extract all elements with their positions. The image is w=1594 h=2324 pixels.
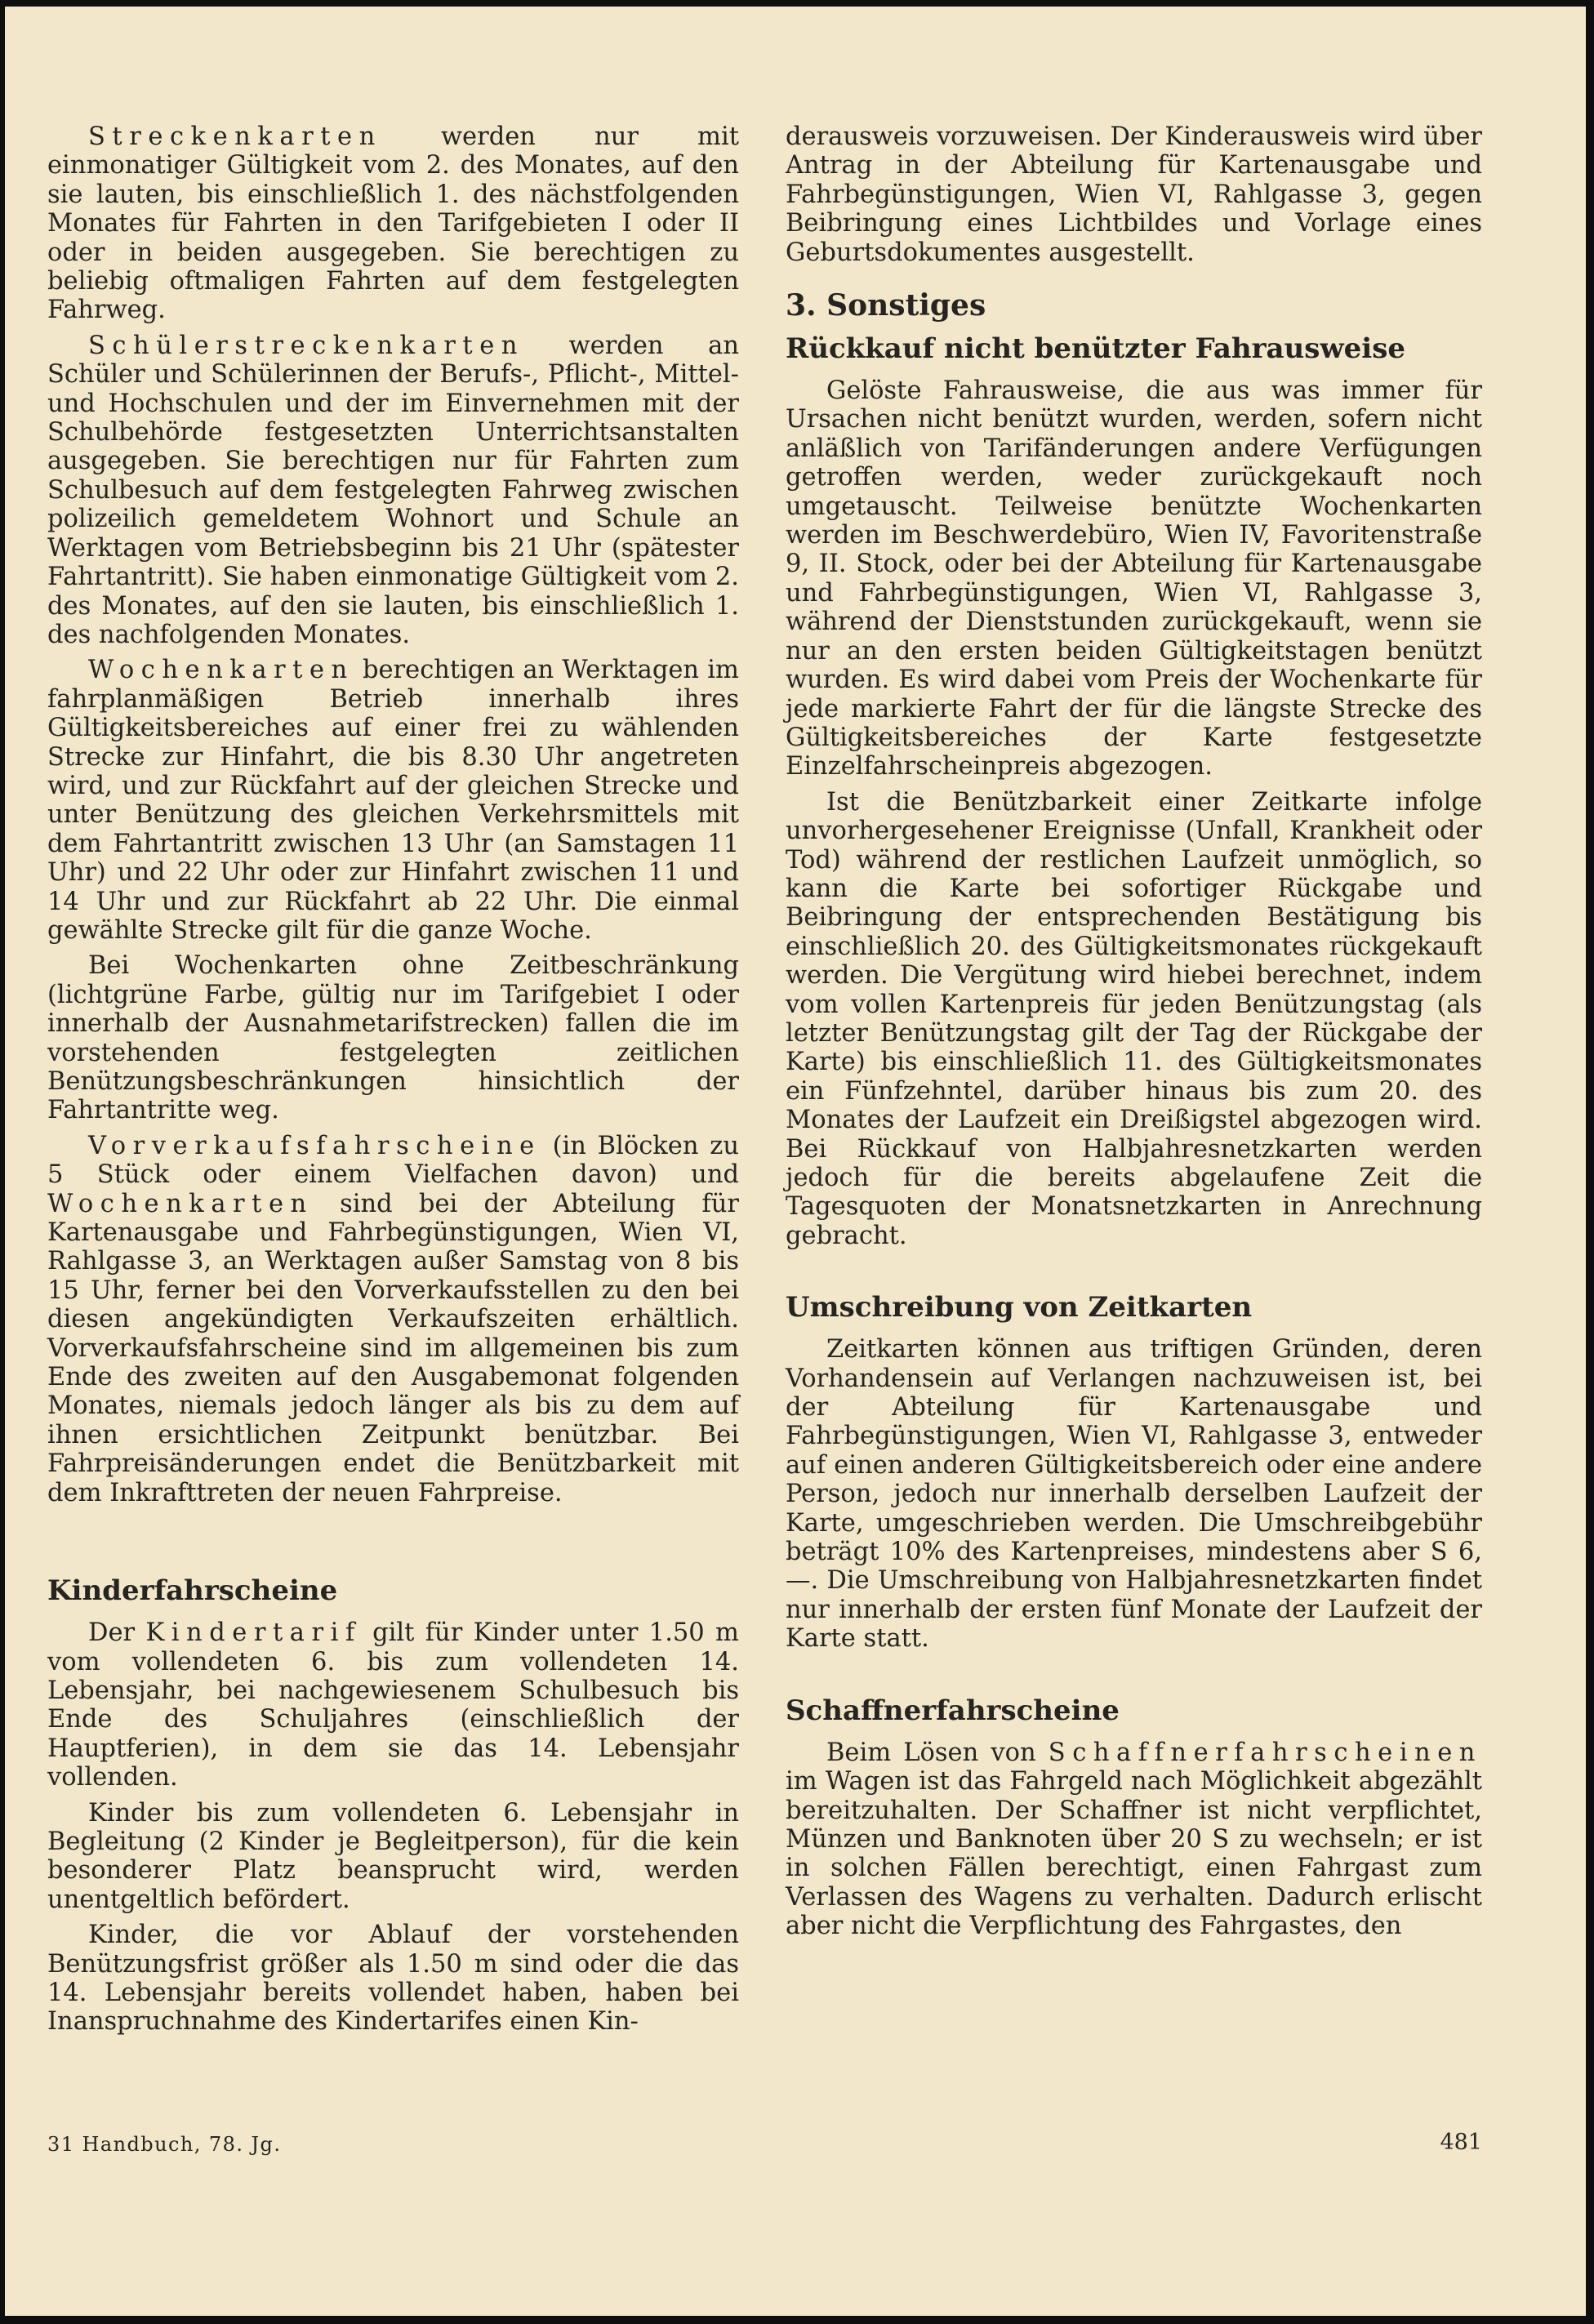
paragraph: Streckenkarten werden nur mit einmonatiger Gültigkeit vom 2. des Monates, auf den sie lauten, bis einschließlich 1. des nächstfolgenden Monates für Fahrten in den Tarifgebieten I oder II oder in beiden ausgegeben. Sie berechtigen zu beliebig oftmaligen Fahrten auf dem festgelegten Fahrweg. [47, 122, 739, 325]
section-heading: 3. Sonstiges [786, 288, 986, 323]
paragraph: Vorverkaufsfahrscheine (in Blöcken zu 5 Stück oder einem Vielfachen davon) und Wochenkarten sind bei der Abteilung für Kartenausgabe und Fahrbegünstigungen, Wien VI, Rahlgasse 3, an Werktagen außer Samstag von 8 bis 15 Uhr, ferner bei den Vorverkaufsstellen zu den bei diesen angekündigten Verkaufszeiten erhältlich. Vorverkaufsfahrscheine sind im allgemeinen bis zum Ende des zweiten auf den Ausgabemonat folgenden Monates, niemals jedoch länger als bis zu dem auf ihnen ersichtlichen Zeitpunkt benützbar. Bei Fahrpreisänderungen endet die Benützbarkeit mit dem Inkrafttreten der neuen Fahrpreise. [47, 1131, 740, 1507]
paragraph: Der Kindertarif gilt für Kinder unter 1.50 m vom vollendeten 6. bis zum vollendeten 14. Lebensjahr, bei nachgewiesenem Schulbesuch bis Ende des Schuljahres (einschließlich der Hauptferien), in dem sie das 14. Lebensjahr vollenden. [47, 1618, 739, 1792]
scan-border-top [0, 0, 1594, 7]
subsection-heading: Kinderfahrscheine [47, 1574, 338, 1608]
paragraph: Beim Lösen von Schaffnerfahrscheinen im Wagen ist das Fahrgeld nach Möglichkeit abgezählt bereitzuhalten. Der Schaffner ist nicht verpflichtet, Münzen und Banknoten über 20 S zu wechseln; er ist in solchen Fällen berechtigt, einen Fahrgast zum Verlassen des Wagens zu verhalten. Dadurch erlischt aber nicht die Verpflichtung des Fahrgastes, den [786, 1738, 1482, 1941]
paragraph: Schülerstreckenkarten werden an Schüler und Schülerinnen der Berufs-, Pflicht-, Mittel- und Hochschulen und der im Einvernehmen mit der Schulbehörde festgesetzten Unterrichtsanstalten ausgegeben. Sie berechtigen nur für Fahrten zum Schulbesuch auf dem festgelegten Fahrweg zwischen polizeilich gemeldetem Wohnort und Schule an Werktagen vom Betriebsbeginn bis 21 Uhr (spätester Fahrtantritt). Sie haben einmonatige Gültigkeit vom 2. des Monates, auf den sie lauten, bis einschließlich 1. des nachfolgenden Monates. [47, 331, 739, 649]
subsection-heading: Umschreibung von Zeitkarten [786, 1291, 1253, 1325]
page-number: 481 [1440, 2130, 1482, 2155]
paragraph: Bei Wochenkarten ohne Zeitbeschränkung (lichtgrüne Farbe, gültig nur im Tarifgebiet I oder innerhalb der Ausnahmetarifstrecken) fallen die im vorstehenden festgelegten zeitlichen Benützungsbeschränkungen hinsichtlich der Fahrtantritte weg. [47, 951, 739, 1125]
subsection-heading: Schaffnerfahrscheine [786, 1694, 1120, 1727]
paragraph: Kinder, die vor Ablauf der vorstehenden Benützungsfrist größer als 1.50 m sind oder die das 14. Lebensjahr bereits vollendet haben, haben bei Inanspruchnahme des Kindertarifes einen Kin- [47, 1921, 739, 2037]
scan-border-right [1586, 0, 1594, 2324]
scan-border-bottom [0, 2316, 1594, 2324]
paragraph: Zeitkarten können aus triftigen Gründen, deren Vorhandensein auf Verlangen nachzuweisen ist, bei der Abteilung für Kartenausgabe und Fahrbegünstigungen, Wien VI, Rahlgasse 3, entweder auf einen anderen Gültigkeitsbereich oder eine andere Person, jedoch nur innerhalb derselben Laufzeit der Karte, umgeschrieben werden. Die Umschreibgebühr beträgt 10% des Kartenpreises, mindestens aber S 6,—. Die Umschreibung von Halbjahresnetzkarten findet nur innerhalb der ersten fünf Monate der Laufzeit der Karte statt. [786, 1335, 1482, 1654]
footer-signature: 31 Handbuch, 78. Jg. [47, 2133, 282, 2156]
right-column [786, 122, 1482, 1948]
paragraph: Kinder bis zum vollendeten 6. Lebensjahr in Begleitung (2 Kinder je Begleitperson), für die kein besonderer Platz beansprucht wird, werden unentgeltlich befördert. [47, 1798, 739, 1914]
left-column [47, 122, 739, 2043]
paragraph: Gelöste Fahrausweise, die aus was immer für Ursachen nicht benützt wurden, werden, sofern nicht anläßlich von Tarifänderungen andere Verfügungen getroffen werden, weder zurückgekauft noch umgetauscht. Teilweise benützte Wochenkarten werden im Beschwerdebüro, Wien IV, Favoritenstraße 9, II. Stock, oder bei der Abteilung für Kartenausgabe und Fahrbegünstigungen, Wien VI, Rahlgasse 3, während der Dienststunden zurückgekauft, wenn sie nur an den ersten beiden Gültigkeitstagen benützt wurden. Es wird dabei vom Preis der Wochenkarte für jede markierte Fahrt der für die längste Strecke des Gültigkeitsbereiches der Karte festgesetzte Einzelfahrscheinpreis abgezogen. [786, 376, 1482, 781]
subsection-heading: Rückkauf nicht benützter Fahrausweise [786, 332, 1405, 366]
paragraph: Wochenkarten berechtigen an Werktagen im fahrplanmäßigen Betrieb innerhalb ihres Gültigkeitsbereiches auf einer frei zu wählenden Strecke zur Hinfahrt, die bis 8.30 Uhr angetreten wird, und zur Rückfahrt auf der gleichen Strecke und unter Benützung des gleichen Verkehrsmittels mit dem Fahrtantritt zwischen 13 Uhr (an Samstagen 11 Uhr) und 22 Uhr oder zur Hinfahrt zwischen 11 und 14 Uhr und zur Rückfahrt ab 22 Uhr. Die einmal gewählte Strecke gilt für die ganze Woche. [47, 656, 739, 945]
paragraph: Ist die Benützbarkeit einer Zeitkarte infolge unvorhergesehener Ereignisse (Unfall, Krankheit oder Tod) während der restlichen Laufzeit unmöglich, so kann die Karte bei sofortiger Rückgabe und Beibringung der entsprechenden Bestätigung bis einschließlich 20. des Gültigkeitsmonates rückgekauft werden. Die Vergütung wird hiebei berechnet, indem vom vollen Kartenpreis für jeden Benützungstag (als letzter Benützungstag gilt der Tag der Rückgabe der Karte) bis einschließlich 11. des Gültigkeitsmonates ein Fünfzehntel, darüber hinaus bis zum 20. des Monates der Laufzeit ein Dreißigstel abgezogen wird. Bei Rückkauf von Halbjahresnetzkarten werden jedoch für die bereits abgelaufene Zeit die Tagesquoten der Monatsnetzkarten in Anrechnung gebracht. [786, 787, 1482, 1250]
scan-border-left [0, 0, 5, 2324]
paragraph: derausweis vorzuweisen. Der Kinderausweis wird über Antrag in der Abteilung für Kartenausgabe und Fahrbegünstigungen, Wien VI, Rahlgasse 3, gegen Beibringung eines Lichtbildes und Vorlage eines Geburtsdokumentes ausgestellt. [786, 122, 1482, 267]
